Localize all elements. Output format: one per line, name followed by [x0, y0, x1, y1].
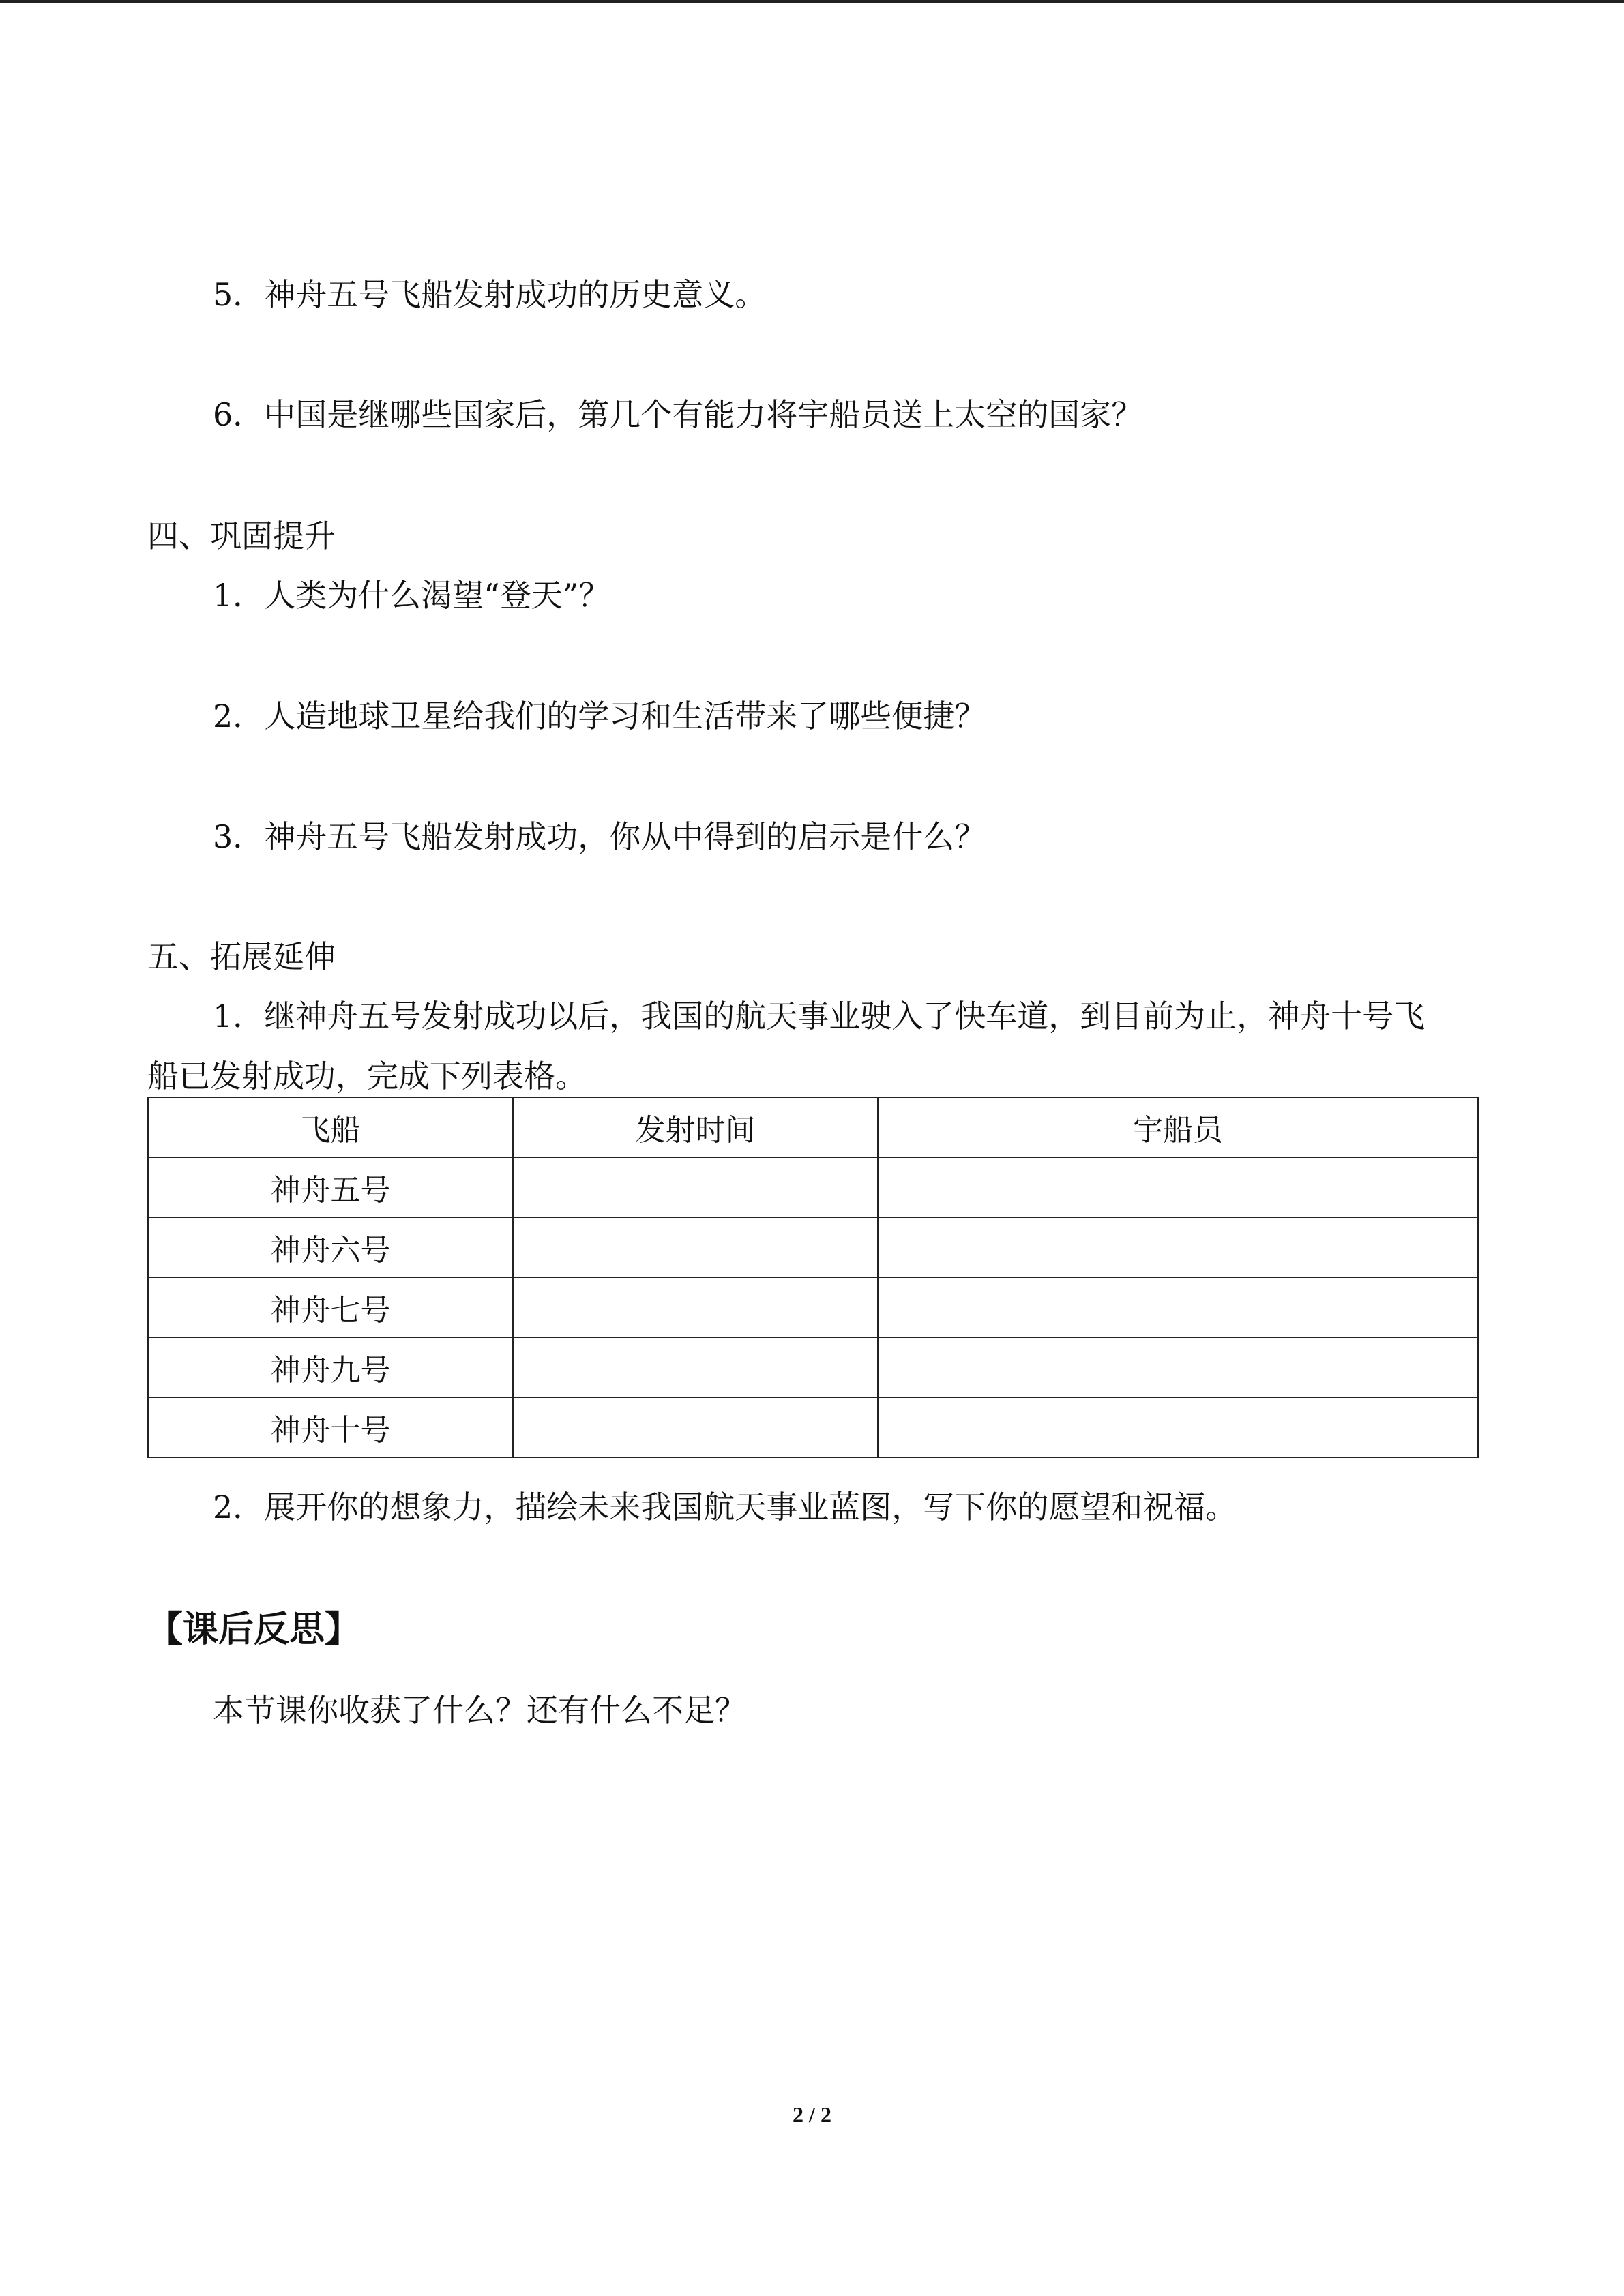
- section-5-item-1-line-2: 船已发射成功，完成下列表格。: [147, 1058, 587, 1094]
- table-row: [148, 1397, 1478, 1457]
- page-number: 2 / 2: [793, 2102, 831, 2127]
- section-4-item-1: 1．人类为什么渴望“登天”？: [213, 577, 610, 614]
- astronauts-cell[interactable]: [878, 1337, 1478, 1397]
- section-5-item-2: 2．展开你的想象力，描绘未来我国航天事业蓝图，写下你的愿望和祝福。: [213, 1489, 1237, 1525]
- header-astronauts: 宇船员: [878, 1097, 1478, 1157]
- astronauts-cell[interactable]: [878, 1217, 1478, 1277]
- launch-time-cell[interactable]: [513, 1157, 878, 1217]
- launch-time-cell[interactable]: [513, 1337, 878, 1397]
- ship-name-cell: 神舟九号: [148, 1337, 513, 1397]
- table-row: [148, 1217, 1478, 1277]
- astronauts-cell[interactable]: [878, 1157, 1478, 1217]
- reflection-prompt: 本节课你收获了什么？还有什么不足？: [213, 1692, 746, 1729]
- table-row: [148, 1277, 1478, 1337]
- ship-name-cell: 神舟六号: [148, 1217, 513, 1277]
- header-launch-time: 发射时间: [513, 1097, 878, 1157]
- ship-name-cell: 神舟七号: [148, 1277, 513, 1337]
- astronauts-cell[interactable]: [878, 1277, 1478, 1337]
- header-spaceship: 飞船: [148, 1097, 513, 1157]
- ship-name-cell: 神舟十号: [148, 1397, 513, 1457]
- section-4-item-3: 3．神舟五号飞船发射成功，你从中得到的启示是什么？: [213, 818, 986, 855]
- table-row: [148, 1157, 1478, 1217]
- ship-name-cell: 神舟五号: [148, 1157, 513, 1217]
- section-5-title: 五、拓展延伸: [147, 938, 336, 975]
- astronauts-cell[interactable]: [878, 1397, 1478, 1457]
- launch-time-cell[interactable]: [513, 1217, 878, 1277]
- question-5: 5．神舟五号飞船发射成功的历史意义。: [213, 276, 767, 313]
- table-header-row: [148, 1097, 1478, 1157]
- section-5-item-1-line-1: 1．继神舟五号发射成功以后，我国的航天事业驶入了快车道，到目前为止，神舟十号飞: [213, 998, 1426, 1034]
- section-4-item-2: 2．人造地球卫星给我们的学习和生活带来了哪些便捷？: [213, 698, 986, 734]
- section-4-title: 四、巩固提升: [147, 518, 336, 554]
- top-border: [0, 0, 1624, 3]
- table-row: [148, 1337, 1478, 1397]
- question-6: 6．中国是继哪些国家后，第几个有能力将宇船员送上太空的国家？: [213, 396, 1143, 433]
- launch-time-cell[interactable]: [513, 1397, 878, 1457]
- reflection-title: 【课后反思】: [147, 1609, 361, 1650]
- spaceship-table: [147, 1097, 1479, 1458]
- launch-time-cell[interactable]: [513, 1277, 878, 1337]
